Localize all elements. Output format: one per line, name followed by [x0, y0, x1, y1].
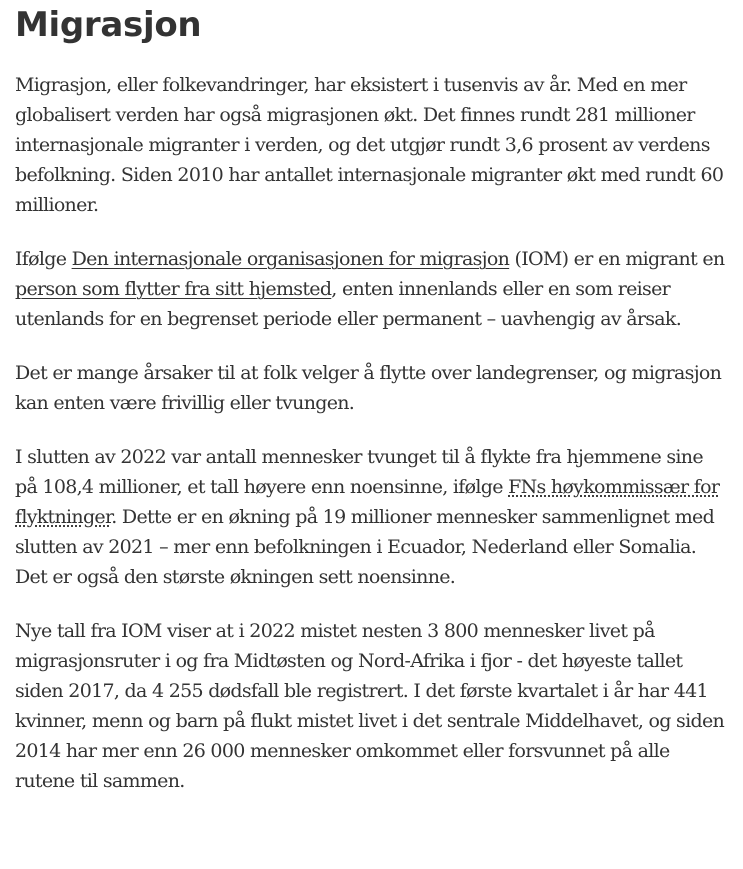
paragraph-intro: Migrasjon, eller folkevandringer, har eksistert i tusenvis av år. Med en mer globalisert verden har også migrasjonen økt. Det finnes rundt 281 millioner internasjonale migranter i verden, og det utgjør rundt 3,6 prosent av verdens befolkning. Siden 2010 har antallet internasjonale migranter økt med rundt 60 millioner. [15, 74, 724, 216]
paragraph-definition [15, 244, 728, 334]
paragraph-displaced-text-1: I slutten av 2022 var antall mennesker tvunget til å flykte fra hjemmene sine på 108,4 millioner, et tall høyere enn noensinne, ifølge [15, 446, 703, 498]
person-who-moves-link[interactable]: person som flytter fra sitt hjemsted [15, 278, 332, 300]
paragraph-displaced-text-2: . Dette er en økning på 19 millioner mennesker sammenlignet med slutten av 2021 – mer enn befolkningen i Ecuador, Nederland eller Somalia. Det er også den største økningen sett noensinne. [15, 506, 715, 588]
article [0, 2, 743, 796]
paragraph-definition-text-3: , enten innenlands eller en som reiser utenlands for en begrenset periode eller permanent – uavhengig av årsak. [15, 278, 682, 330]
unhcr-link[interactable]: FNs høykommissær for flyktninger [15, 476, 720, 528]
paragraph-displaced [15, 442, 728, 592]
paragraph-definition-text-2: (IOM) er en migrant en [509, 248, 725, 270]
paragraph-reasons: Det er mange årsaker til at folk velger å flytte over landegrenser, og migrasjon kan enten være frivillig eller tvungen. [15, 362, 722, 414]
paragraph-deaths: Nye tall fra IOM viser at i 2022 mistet nesten 3 800 mennesker livet på migrasjonsruter i og fra Midtøsten og Nord-Afrika i fjor - det høyeste tallet siden 2017, da 4 255 dødsfall ble registrert. I det første kvartalet i år har 441 kvinner, menn og barn på flukt mistet livet i det sentrale Middelhavet, og siden 2014 har mer enn 26 000 mennesker omkommet eller forsvunnet på alle rutene til sammen. [15, 620, 725, 792]
paragraph-definition-text-1: Ifølge [15, 248, 72, 270]
page-title: Migrasjon [15, 5, 202, 45]
iom-link[interactable]: Den internasjonale organisasjonen for migrasjon [71, 248, 510, 270]
